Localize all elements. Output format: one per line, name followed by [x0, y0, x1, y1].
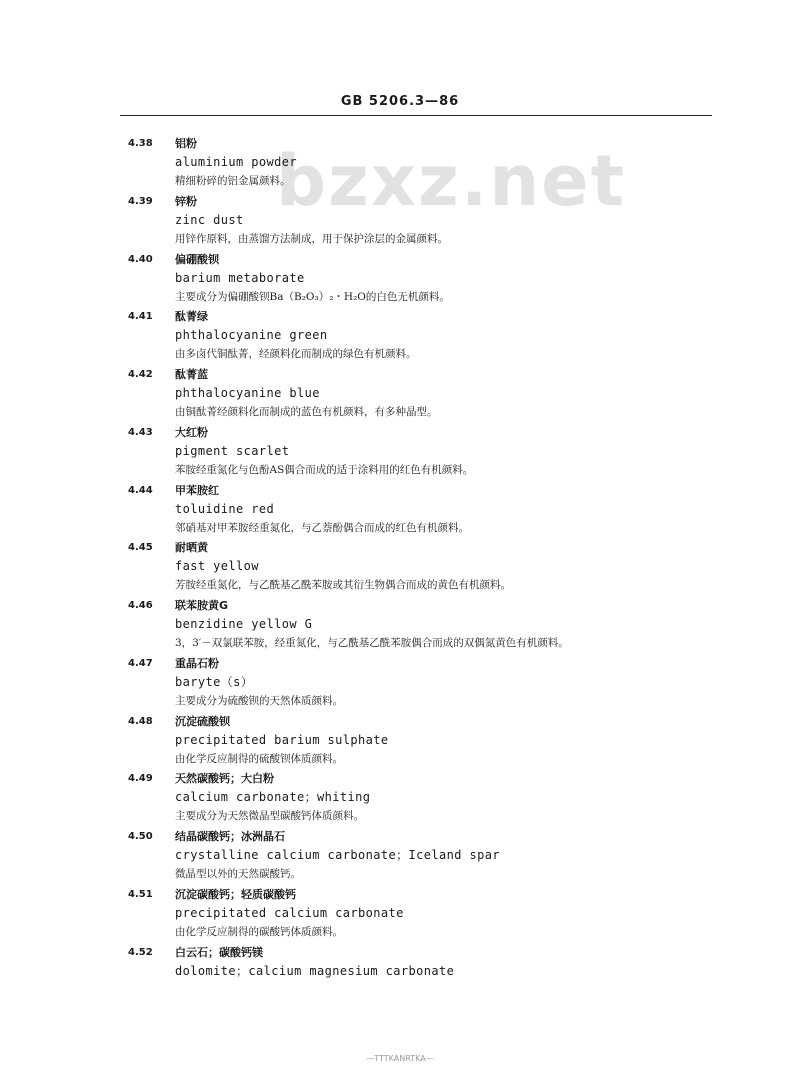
- watermark: bzxz.net: [276, 140, 627, 222]
- entry-term-en: precipitated barium sulphate: [175, 732, 389, 747]
- entry-term-zh: 耐晒黄: [175, 541, 208, 555]
- list-item: [0, 827, 800, 885]
- list-item: [0, 481, 800, 539]
- entry-term-en: phthalocyanine green: [175, 328, 328, 343]
- entry-definition: 3，3′－双氯联苯胺，经重氮化，与乙酰基乙酰苯胺偶合而成的双偶氮黄色有机颜料。: [175, 637, 569, 649]
- entry-definition: 由多卤代铜酞菁，经颜料化而制成的绿色有机颜料。: [175, 348, 417, 361]
- entry-definition: 苯胺经重氮化与色酚AS偶合而成的适于涂料用的红色有机颜料。: [175, 463, 474, 476]
- list-item: [0, 307, 800, 365]
- list-item: [0, 365, 800, 423]
- entry-definition: 由铜酞菁经颜料化而制成的蓝色有机颜料，有多种晶型。: [175, 406, 438, 418]
- list-item: [0, 192, 800, 250]
- entry-term-zh: 锌粉: [175, 194, 197, 208]
- entry-number: 4.52: [128, 946, 153, 958]
- list-item: [0, 596, 800, 654]
- list-item: [0, 538, 800, 596]
- entry-number: 4.51: [128, 888, 153, 900]
- list-item: [0, 250, 800, 308]
- entry-term-zh: 甲苯胺红: [175, 483, 219, 497]
- entry-definition: 邻硝基对甲苯胺经重氮化，与乙萘酚偶合而成的红色有机颜料。: [175, 521, 469, 534]
- list-item: [0, 134, 800, 192]
- entry-definition: 芳胺经重氮化，与乙酰基乙酰苯胺或其衍生物偶合而成的黄色有机颜料。: [175, 579, 511, 592]
- entry-term-en: dolomite；calcium magnesium carbonate: [175, 963, 455, 978]
- entry-term-zh: 重晶石粉: [175, 656, 219, 670]
- entry-number: 4.41: [128, 311, 153, 323]
- entry-term-en: barium metaborate: [175, 270, 305, 285]
- entry-term-zh: 联苯胺黄G: [175, 599, 229, 612]
- entry-term-zh: 大红粉: [175, 425, 208, 439]
- entry-definition: 精细粉碎的铝金属颜料。: [175, 175, 291, 187]
- entry-term-en: precipitated calcium carbonate: [175, 905, 404, 920]
- entry-term-zh: 沉淀硫酸钡: [175, 714, 230, 728]
- entry-number: 4.39: [128, 195, 153, 207]
- entry-term-en: calcium carbonate；whiting: [175, 790, 371, 805]
- entry-term-en: pigment scarlet: [175, 443, 290, 458]
- entry-term-zh: 天然碳酸钙；大白粉: [175, 772, 274, 786]
- entry-definition: 主要成分为天然微晶型碳酸钙体质颜料。: [175, 810, 364, 823]
- entry-definition: 主要成分为硫酸钡的天然体质颜料。: [175, 694, 343, 707]
- entry-definition: 主要成分为偏硼酸钡Ba（B₂O₃）₂・H₂O的白色无机颜料。: [175, 290, 450, 303]
- list-item: [0, 943, 800, 1001]
- list-item: [0, 654, 800, 712]
- page-header-title: GB 5206.3—86: [340, 94, 460, 109]
- entry-term-zh: 白云石；碳酸钙镁: [175, 945, 263, 959]
- entry-term-en: phthalocyanine blue: [175, 386, 320, 400]
- entry-definition: 用锌作原料，由蒸馏方法制成，用于保护涂层的金属颜料。: [175, 232, 448, 245]
- entry-term-en: zinc dust: [175, 212, 244, 227]
- header-divider: [120, 115, 712, 116]
- entry-number: 4.40: [128, 253, 153, 265]
- entry-term-en: fast yellow: [175, 559, 259, 574]
- entry-term-zh: 酞菁绿: [175, 310, 208, 324]
- entry-definition: 由化学反应制得的碳酸钙体质颜料。: [175, 925, 343, 938]
- entry-term-en: baryte（s）: [175, 674, 254, 689]
- entry-number: 4.43: [128, 426, 153, 438]
- entry-term-en: benzidine yellow G: [175, 617, 313, 631]
- entry-term-zh: 结晶碳酸钙；冰洲晶石: [175, 830, 285, 843]
- list-item: [0, 712, 800, 770]
- entry-number: 4.45: [128, 542, 153, 554]
- entry-number: 4.46: [128, 600, 153, 611]
- entry-term-en: toluidine red: [175, 501, 275, 516]
- entry-number: 4.44: [128, 484, 153, 496]
- page-footer: —TTTKANRTKA—: [366, 1054, 434, 1063]
- term-list: [0, 134, 800, 1000]
- entry-number: 4.47: [128, 657, 153, 669]
- entry-number: 4.50: [128, 831, 153, 842]
- entry-definition: 微晶型以外的天然碳酸钙。: [175, 868, 301, 880]
- entry-definition: 由化学反应制得的硫酸钡体质颜料。: [175, 752, 343, 765]
- entry-number: 4.38: [128, 138, 153, 149]
- list-item: [0, 885, 800, 943]
- list-item: [0, 769, 800, 827]
- entry-term-en: crystalline calcium carbonate；Iceland spar: [175, 848, 501, 862]
- entry-term-zh: 偏硼酸钡: [175, 252, 219, 266]
- entry-term-zh: 酞菁蓝: [175, 368, 208, 381]
- entry-term-zh: 沉淀碳酸钙；轻质碳酸钙: [175, 887, 296, 901]
- entry-number: 4.48: [128, 715, 153, 727]
- entry-number: 4.42: [128, 369, 153, 380]
- entry-term-en: aluminium powder: [175, 155, 297, 169]
- entry-number: 4.49: [128, 773, 153, 785]
- list-item: [0, 423, 800, 481]
- entry-term-zh: 铝粉: [175, 137, 197, 150]
